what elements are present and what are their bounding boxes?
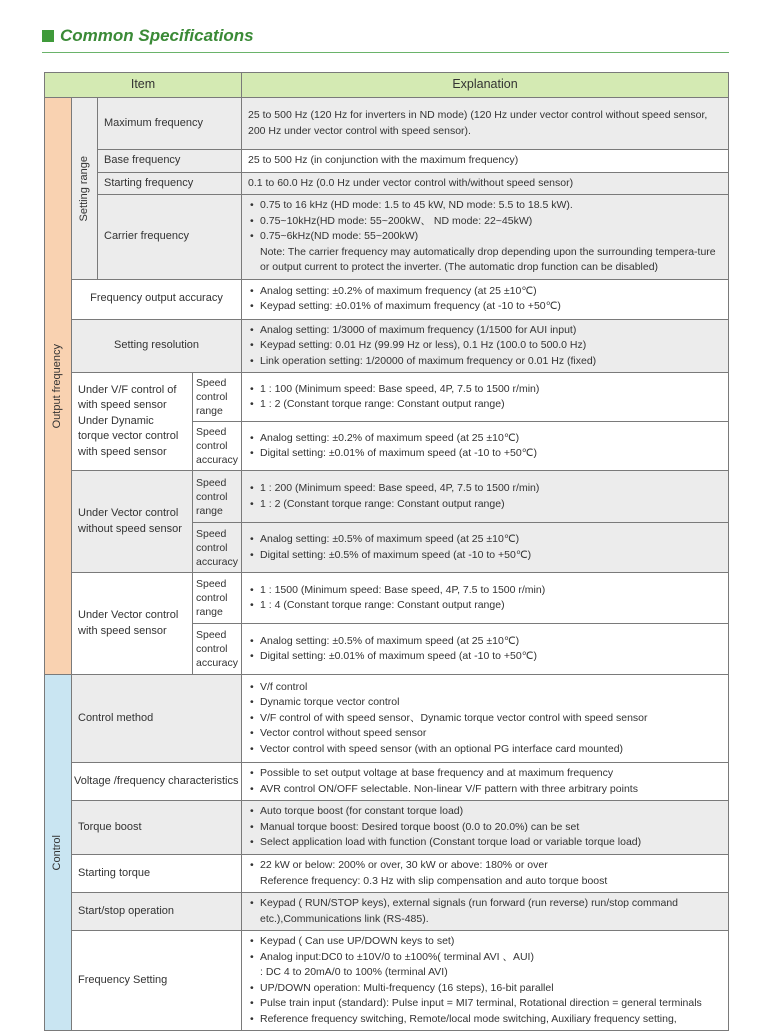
title-square-icon — [42, 30, 54, 42]
table-row — [45, 150, 729, 173]
row-label-torque-boost: Torque boost — [72, 801, 242, 855]
row-label-base-frequency: Base frequency — [98, 150, 242, 173]
row-value-vector-w-range: • 1 : 1500 (Minimum speed: Base speed, 4P, 7.5 to 1500 r/min) • 1 : 4 (Constant torque range: Constant output range) — [242, 573, 729, 624]
sub-label-speed-control-range: Speed control range — [193, 471, 242, 523]
table-row — [45, 573, 729, 624]
row-value-base-frequency: 25 to 500 Hz (in conjunction with the maximum frequency) — [242, 150, 729, 173]
row-label-vf-characteristics: Voltage /frequency characteristics — [72, 763, 242, 801]
table-row — [45, 763, 729, 801]
table-row — [45, 195, 729, 280]
row-value-vf-accuracy: • Analog setting: ±0.2% of maximum speed (at 25 ±10℃) • Digital setting: ±0.01% of maximum speed (at -10 to +50℃) — [242, 422, 729, 471]
table-row — [45, 98, 729, 150]
category-control: Control — [45, 675, 72, 1031]
row-value-starting-frequency: 0.1 to 60.0 Hz (0.0 Hz under vector control with/without speed sensor) — [242, 173, 729, 195]
table-row — [45, 373, 729, 422]
table-row — [45, 893, 729, 931]
row-label-vector-without-sensor: Under Vector control without speed sensor — [72, 471, 193, 573]
sub-label-speed-control-accuracy: Speed control accuracy — [193, 523, 242, 573]
row-value-vector-wo-range: • 1 : 200 (Minimum speed: Base speed, 4P, 7.5 to 1500 r/min) • 1 : 2 (Constant torque range: Constant output range) — [242, 471, 729, 523]
header-item: Item — [45, 73, 242, 98]
row-value-vector-w-accuracy: • Analog setting: ±0.5% of maximum speed (at 25 ±10℃) • Digital setting: ±0.01% of maximum speed (at -10 to +50℃) — [242, 624, 729, 675]
category-setting-range: Setting range — [72, 98, 98, 280]
row-value-control-method: • V/f control • Dynamic torque vector control • V/F control of with speed sensor、Dynamic torque vector control with speed sensor • Vector control without speed sensor • Vector control with speed sensor (with an optional PG interface card mounted) — [242, 675, 729, 763]
row-value-start-stop-operation: • Keypad ( RUN/STOP keys), external signals (run forward (run reverse) run/stop command etc.),Communications link (RS-485). — [242, 893, 729, 931]
row-label-frequency-output-accuracy: Frequency output accuracy — [72, 279, 242, 319]
category-output-frequency: Output frequency — [45, 98, 72, 675]
sub-label-speed-control-range: Speed control range — [193, 373, 242, 422]
page-title: Common Specifications — [60, 26, 254, 45]
table-row — [45, 279, 729, 319]
row-label-starting-torque: Starting torque — [72, 855, 242, 893]
table-row — [45, 855, 729, 893]
table-row — [45, 173, 729, 195]
specifications-table — [44, 72, 729, 1031]
header-explanation: Explanation — [242, 73, 729, 98]
table-header-row — [45, 73, 729, 98]
table-row — [45, 319, 729, 373]
title-divider — [42, 52, 729, 53]
table-row — [45, 675, 729, 763]
row-value-carrier-frequency: • 0.75 to 16 kHz (HD mode: 1.5 to 45 kW, ND mode: 5.5 to 18.5 kW). • 0.75~10kHz(HD mode: 55~200kW、 ND mode: 22~45kW) • 0.75~6kHz(ND mode: 55~200kW) Note: The carrier frequency may automatically drop depending upon the surrounding tempera-ture or output current to protect the inverter. (The automatic drop function can be disabled) — [242, 195, 729, 280]
row-value-torque-boost: • Auto torque boost (for constant torque load) • Manual torque boost: Desired torque boost (0.0 to 20.0%) can be set • Select application load with function (Constant torque load or variable torque load) — [242, 801, 729, 855]
section-header — [42, 26, 729, 53]
row-label-start-stop-operation: Start/stop operation — [72, 893, 242, 931]
row-value-setting-resolution: • Analog setting: 1/3000 of maximum frequency (1/1500 for AUI input) • Keypad setting: 0.01 Hz (99.99 Hz or less), 0.1 Hz (100.0 to 500.0 Hz) • Link operation setting: 1/20000 of maximum frequency or 0.01 Hz (fixed) — [242, 319, 729, 373]
table-row — [45, 931, 729, 1031]
row-label-carrier-frequency: Carrier frequency — [98, 195, 242, 280]
row-value-vf-range: • 1 : 100 (Minimum speed: Base speed, 4P, 7.5 to 1500 r/min) • 1 : 2 (Constant torque range: Constant output range) — [242, 373, 729, 422]
sub-label-speed-control-range: Speed control range — [193, 573, 242, 624]
sub-label-speed-control-accuracy: Speed control accuracy — [193, 422, 242, 471]
row-value-vf-characteristics: • Possible to set output voltage at base frequency and at maximum frequency • AVR control ON/OFF selectable. Non-linear V/F pattern with three arbitrary points — [242, 763, 729, 801]
row-label-maximum-frequency: Maximum frequency — [98, 98, 242, 150]
row-label-vector-with-sensor: Under Vector control with speed sensor — [72, 573, 193, 675]
row-value-vector-wo-accuracy: • Analog setting: ±0.5% of maximum speed (at 25 ±10℃) • Digital setting: ±0.5% of maximum speed (at -10 to +50℃) — [242, 523, 729, 573]
row-value-starting-torque: • 22 kW or below: 200% or over, 30 kW or above: 180% or over Reference frequency: 0.3 Hz with slip compensation and auto torque boost — [242, 855, 729, 893]
sub-label-speed-control-accuracy: Speed control accuracy — [193, 624, 242, 675]
row-label-frequency-setting: Frequency Setting — [72, 931, 242, 1031]
row-value-maximum-frequency: 25 to 500 Hz (120 Hz for inverters in ND mode) (120 Hz under vector control without speed sensor, 200 Hz under vector control with speed sensor). — [242, 98, 729, 150]
table-row — [45, 801, 729, 855]
row-label-setting-resolution: Setting resolution — [72, 319, 242, 373]
table-row — [45, 471, 729, 523]
row-label-starting-frequency: Starting frequency — [98, 173, 242, 195]
row-label-control-method: Control method — [72, 675, 242, 763]
row-value-frequency-setting: • Keypad ( Can use UP/DOWN keys to set) • Analog input:DC0 to ±10V/0 to ±100%( terminal AVI 、AUI) : DC 4 to 20mA/0 to 100% (terminal AVI) • UP/DOWN operation: Multi-frequency (16 steps), 16-bit parallel • Pulse train input (standard): Pulse input = MI7 terminal, Rotational direction = general terminals • Reference frequency switching, Remote/local mode switching, Auxiliary frequency setting, — [242, 931, 729, 1031]
row-label-vf-control: Under V/F control of with speed sensor Under Dynamic torque vector control with speed sensor — [72, 373, 193, 471]
row-value-frequency-output-accuracy: • Analog setting: ±0.2% of maximum frequency (at 25 ±10℃) • Keypad setting: ±0.01% of maximum frequency (at -10 to +50℃) — [242, 279, 729, 319]
